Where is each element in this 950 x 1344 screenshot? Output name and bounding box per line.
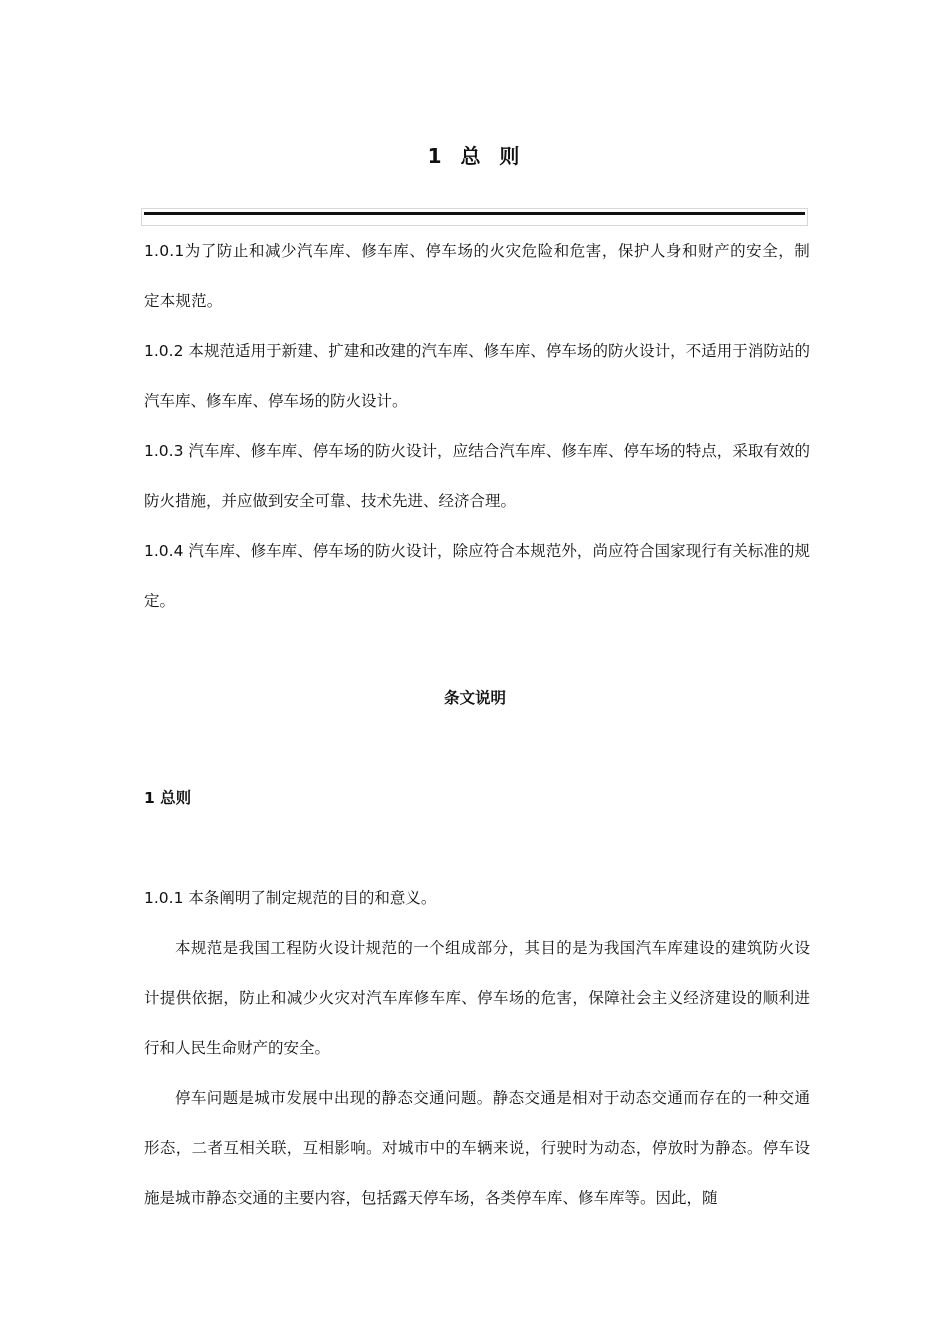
clause-1-0-2: 1.0.2 本规范适用于新建、扩建和改建的汽车库、修车库、停车场的防火设计，不适用于消防站的汽车库、修车库、停车场的防火设计。 (144, 342, 810, 410)
explanation-block (144, 873, 810, 1223)
title-rule (144, 212, 805, 215)
title-rule-frame (141, 208, 808, 226)
explanation-clause-intro: 1.0.1 本条阐明了制定规范的目的和意义。 (144, 889, 437, 907)
clause-1-0-1: 1.0.1为了防止和减少汽车库、修车库、停车场的火灾危险和危害，保护人身和财产的安全，制定本规范。 (144, 242, 810, 310)
section-title: 1 总则 (144, 789, 192, 807)
chapter-title: 1 总 则 (427, 144, 523, 168)
explanation-paragraph: 本规范是我国工程防火设计规范的一个组成部分，其目的是为我国汽车库建设的建筑防火设计提供依据，防止和减少火灾对汽车库修车库、停车场的危害，保障社会主义经济建设的顺利进行和人民生命财产的安全。 (144, 939, 810, 1057)
clause-1-0-4: 1.0.4 汽车库、修车库、停车场的防火设计，除应符合本规范外，尚应符合国家现行有关标准的规定。 (144, 542, 810, 610)
explanation-paragraph: 停车问题是城市发展中出现的静态交通问题。静态交通是相对于动态交通而存在的一种交通形态，二者互相关联，互相影响。对城市中的车辆来说，行驶时为动态，停放时为静态。停车设施是城市静态交通的主要内容，包括露天停车场，各类停车库、修车库等。因此，随 (144, 1089, 810, 1207)
explanation-heading: 条文说明 (443, 689, 506, 707)
clause-1-0-3: 1.0.3 汽车库、修车库、停车场的防火设计，应结合汽车库、修车库、停车场的特点，采取有效的防火措施，并应做到安全可靠、技术先进、经济合理。 (144, 442, 810, 510)
clauses-block (144, 226, 810, 626)
